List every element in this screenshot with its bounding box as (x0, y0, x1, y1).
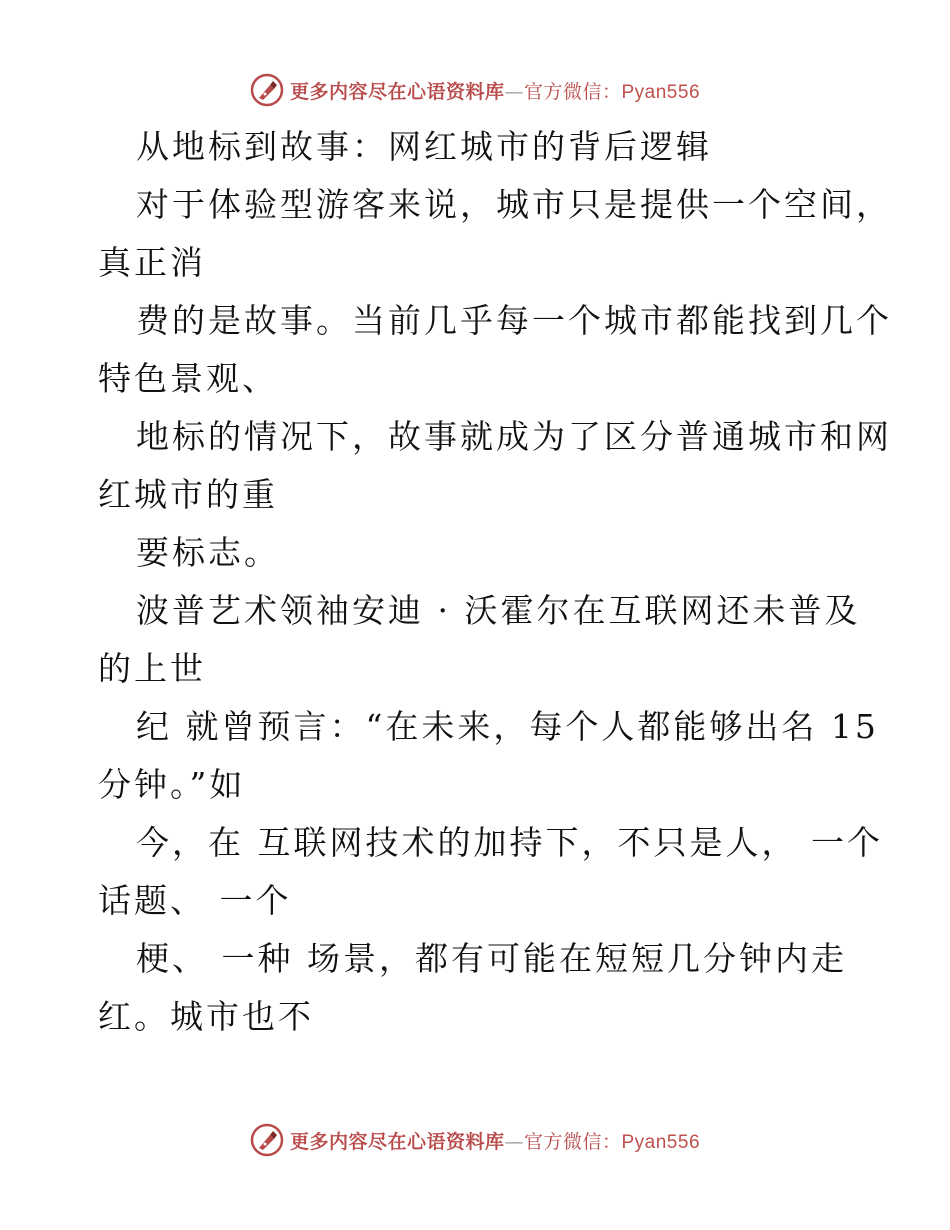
paragraph-line: 的上世 (98, 649, 206, 688)
watermark-wechat-id: Pyan556 (621, 1131, 701, 1153)
watermark-text (290, 77, 700, 104)
paragraph-line: 话题、 一个 (98, 881, 292, 920)
paragraph-line: 对于体验型游客来说，城市只是提供一个空间， (136, 185, 892, 224)
pen-nib-logo-icon (250, 73, 284, 107)
paragraph-line: 特色景观、 (98, 359, 278, 398)
doc-title: 从地标到故事：网红城市的背后逻辑 (136, 127, 712, 166)
paragraph-line: 红。城市也不 (98, 997, 314, 1036)
watermark-main: 更多内容尽在心语资料库 (289, 1130, 505, 1153)
paragraph-line: 波普艺术领袖安迪 · 沃霍尔在互联网还未普及 (136, 591, 861, 630)
paragraph-line: 梗、 一种 场景，都有可能在短短几分钟内走 (136, 939, 847, 978)
paragraph-line: 纪 就曾预言：“在未来，每个人都能够出名 15 (136, 707, 879, 746)
watermark-dash: — (504, 80, 524, 103)
paragraph-line: 红城市的重 (98, 475, 278, 514)
pen-nib-logo-icon (250, 1123, 284, 1157)
watermark-wechat-id: Pyan556 (621, 81, 701, 103)
paragraph-line: 真正消 (98, 243, 206, 282)
paragraph-line: 分钟。”如 (98, 765, 246, 804)
watermark-dash: — (504, 1130, 524, 1153)
footer-watermark (0, 1120, 950, 1160)
watermark-text (290, 1127, 700, 1154)
watermark-main: 更多内容尽在心语资料库 (289, 80, 505, 103)
paragraph-line: 要标志。 (136, 533, 280, 572)
watermark-wechat-label: 官方微信： (523, 80, 622, 103)
paragraph-line: 地标的情况下，故事就成为了区分普通城市和网 (136, 417, 892, 456)
document-body (98, 118, 892, 1046)
paragraph-line: 今，在 互联网技术的加持下，不只是人， 一个 (136, 823, 883, 862)
header-watermark (0, 70, 950, 110)
watermark-wechat-label: 官方微信： (523, 1130, 622, 1153)
paragraph-line: 费的是故事。当前几乎每一个城市都能找到几个 (136, 301, 892, 340)
